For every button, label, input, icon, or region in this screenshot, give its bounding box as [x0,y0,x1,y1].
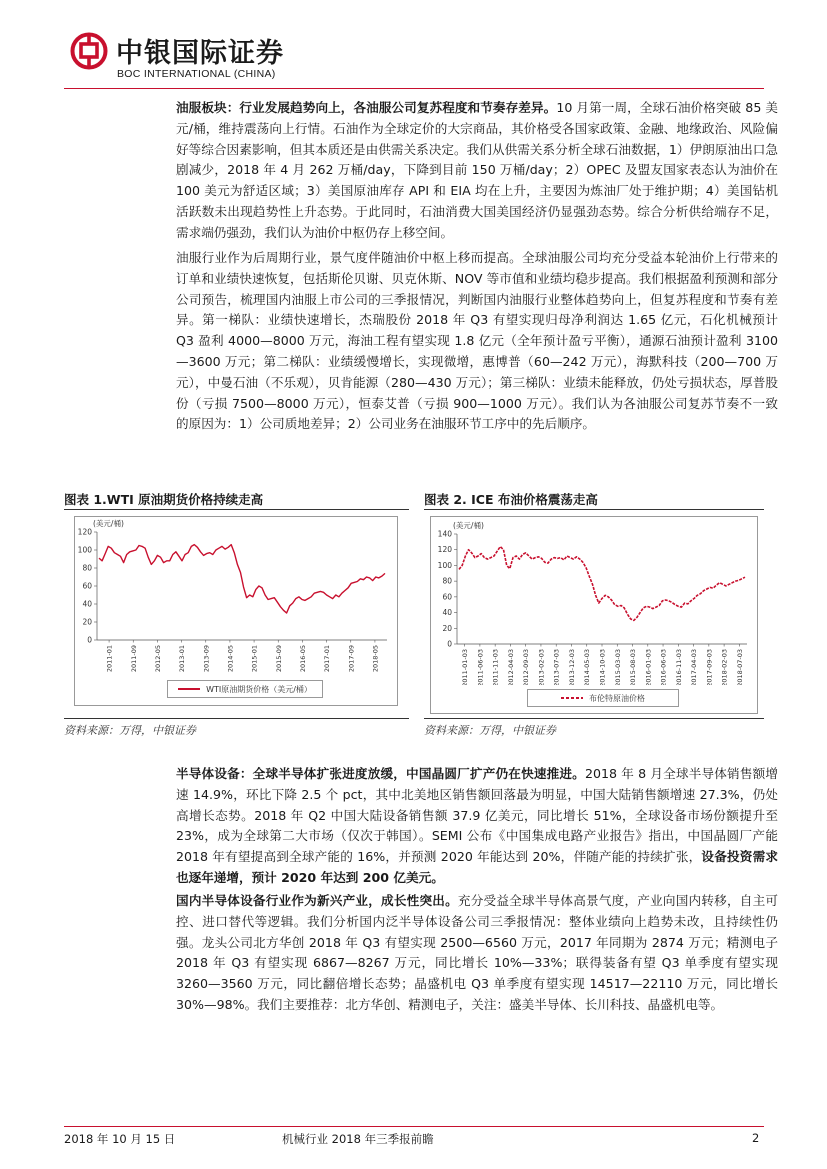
figure-1-bottom-rule [64,718,409,719]
paragraph-domestic-semiconductor [176,891,778,1016]
y-tick-label: 80 [442,576,452,586]
figure-1-source: 资料来源：万得，中银证券 [64,724,196,737]
figure-2-frame [430,516,758,714]
x-tick-label: 2017-01 [323,645,332,673]
paragraph-semiconductor [176,764,778,889]
x-tick-label: 2016-05 [298,645,307,673]
figure-2-title: 图表 2. ICE 布油价格震荡走高 [424,492,598,507]
x-tick-label: 2013-07-03 [552,649,561,685]
x-tick-label: 2012-05 [153,645,162,673]
legend-swatch-icon [561,695,583,701]
x-tick-label: 2013-09 [202,645,211,673]
x-tick-label: 2011-11-03 [491,649,500,685]
paragraph-body: 油服行业作为后周期行业，景气度伴随油价中枢上移而提高。全球油服公司均充分受益本轮油价上行带来的订单和业绩快速恢复，包括斯伦贝谢、贝克休斯、NOV 等市值和业绩均稳步提高。我们根据盈利预测和部分公司预告，梳理国内油服上市公司的三季报情况，判断国内油服行业整体趋势向上，但复苏程度和节奏有差异。第一梯队：业绩快速增长，杰瑞股份 2018 年 Q3 有望实现归母净利润达 1.65 亿元，石化机械预计 Q3 盈利 4000—8000 万元，海油工程有望实现 1.8 亿元（全年预计盈亏平衡），通源石油预计盈利 3100—3600 万元；第二梯队：业绩缓慢增长，实现微增，惠博普（60—242 万元），海默科技（200—700 万元），中曼石油（不乐观），贝肯能源（280—430 万元）；第三梯队：业绩未能释放，仍处亏损状态，厚普股份（亏损 7500—8000 万元），恒泰艾普（亏损 900—1000 万元）。我们认为各油服公司复苏节奏不一致的原因为：1）公司质地差异；2）公司业务在油服环节工序中的先后顺序。 [176,250,778,432]
x-tick-label: 2018-02-03 [720,649,729,685]
x-tick-label: 2014-05-03 [583,649,592,685]
y-tick-label: 140 [437,529,452,539]
paragraph-body: 充分受益全球半导体高景气度，产业向国内转移，自主可控、进口替代等逻辑。我们分析国内泛半导体设备公司三季报情况：整体业绩向上趋势未改，且持续性仍强。龙头公司北方华创 2018 年 Q3 有望实现 2500—6560 万元，2017 年同期为 2874 万元；精测电子 2018 年 Q3 有望实现 6867—8267 万元，同比增长 10%—33%；联得装备有望 Q3 单季度有望实现 3260—3560 万元，同比翻倍增长态势；晶盛机电 Q3 单季度有望实现 14517—22110 万元，同比增长 30%—98%。我们主要推荐：北方华创、精测电子，关注：盛美半导体、长川科技、晶盛机电等。 [176,893,779,1012]
y-tick-label: 100 [437,560,452,570]
x-tick-label: 2013-01 [178,645,187,673]
footer-date: 2018 年 10 月 15 日 [64,1132,176,1146]
x-tick-label: 2017-09-03 [705,649,714,685]
x-tick-label: 2013-12-03 [567,649,576,685]
paragraph-oil-service-sector [176,98,778,244]
y-tick-label: 100 [77,545,92,555]
x-tick-label: 2014-05 [226,645,235,673]
x-tick-label: 2012-09-03 [522,649,531,685]
paragraph-body: 10 月第一周，全球石油价格突破 85 美元/桶，维持震荡向上行情。石油作为全球定价的大宗商品，其价格受各国家政策、金融、地缘政治、风险偏好等综合因素影响，但其本质还是由供需关系决定。我们从供需关系分析全球石油数据，1）伊朗原油出口急剧减少，2018 年 4 月 262 万桶/day，下降到目前 150 万桶/day；2）OPEC 及盟友国家表态认为油价在 100 美元为舒适区域；3）美国原油库存 API 和 EIA 均在上升，主要因为炼油厂处于维护期；4）美国钻机活跃数未出现趋势性上升态势。于此同时，石油消费大国美国经济仍显强劲态势。综合分析供给端存不足，需求端仍强劲，我们认为油价中枢仍存上移空间。 [176,100,779,240]
x-tick-label: 2016-01-03 [644,649,653,685]
series-line [459,547,745,621]
x-tick-label: 2015-03-03 [613,649,622,685]
x-tick-label: 2015-01 [250,645,259,673]
x-tick-label: 2012-04-03 [506,649,515,685]
boc-logo-icon [70,32,108,70]
y-tick-label: 60 [442,592,452,602]
paragraph-oil-service-tiers [176,248,778,435]
x-tick-label: 2016-11-03 [674,649,683,685]
logo-english-name: BOC INTERNATIONAL (CHINA) [117,68,276,80]
x-tick-label: 2018-07-03 [735,649,744,685]
legend-swatch-icon [178,686,200,692]
unit-label: (美元/桶) [453,521,484,530]
y-tick-label: 20 [442,623,452,633]
x-tick-label: 2011-01-03 [461,649,470,685]
paragraph-body: 2018 年 8 月全球半导体销售额增速 14.9%，环比下降 2.5 个 pct，其中北美地区销售额回落最为明显，中国大陆销售额增速 27.3%，仍处高增长态势。2018 年 Q2 中国大陆设备销售额 37.9 亿美元，同比增长 51%，全球设备市场份额提升至 23%，成为全球第二大市场（仅次于韩国）。SEMI 公布《中国集成电路产业报告》指出，中国晶圆厂产能 2018 年有望提高到全球产能的 16%，并预测 2020 年能达到 20%，伴随产能的持续扩张， [176,766,778,865]
x-tick-label: 2017-09 [347,645,356,673]
figure-1-frame [74,516,398,706]
paragraph-lead: 国内半导体设备行业作为新兴产业，成长性突出。 [176,893,458,908]
y-tick-label: 20 [82,617,92,627]
y-tick-label: 120 [77,527,92,537]
wti-chart [75,517,397,677]
page-number: 2 [752,1131,760,1145]
paragraph-lead: 半导体设备：全球半导体扩张进度放缓，中国晶圆厂扩产仍在快速推进。 [176,766,585,781]
legend-label: WTI原油期货价格（美元/桶） [206,684,312,694]
paragraph-emphasis: 设备投资需求也逐年递增，预计 2020 年达到 200 亿美元。 [176,849,778,885]
logo-chinese-name: 中银国际证券 [116,38,284,69]
y-tick-label: 40 [442,608,452,618]
x-tick-label: 2018-05 [371,645,380,673]
figure-2-source: 资料来源：万得，中银证券 [424,724,556,737]
y-tick-label: 80 [82,563,92,573]
brent-chart [431,517,757,685]
figure-2-legend [527,689,679,707]
y-tick-label: 60 [82,581,92,591]
x-tick-label: 2013-02-03 [537,649,546,685]
figure-2-bottom-rule [424,718,764,719]
footer-doc-title: 机械行业 2018 年三季报前瞻 [282,1132,434,1146]
series-line [99,545,385,613]
y-tick-label: 0 [87,635,92,645]
x-tick-label: 2011-09 [129,645,138,673]
x-tick-label: 2011-06-03 [476,649,485,685]
x-tick-label: 2015-09 [274,645,283,673]
header-divider [64,88,764,89]
x-tick-label: 2011-01 [105,645,114,673]
figure-2-title-rule [424,509,764,510]
y-tick-label: 120 [437,545,452,555]
paragraph-lead: 油服板块：行业发展趋势向上，各油服公司复苏程度和节奏存差异。 [176,100,557,115]
x-tick-label: 2016-06-03 [659,649,668,685]
y-tick-label: 0 [447,639,452,649]
unit-label: (美元/桶) [93,519,124,528]
x-tick-label: 2017-04-03 [690,649,699,685]
legend-label: 布伦特原油价格 [589,693,645,703]
figure-1-title: 图表 1.WTI 原油期货价格持续走高 [64,492,264,507]
y-tick-label: 40 [82,599,92,609]
x-tick-label: 2015-08-03 [629,649,638,685]
x-tick-label: 2014-10-03 [598,649,607,685]
footer-divider [64,1126,764,1127]
figure-1-title-rule [64,509,409,510]
figure-1-legend [167,680,323,698]
